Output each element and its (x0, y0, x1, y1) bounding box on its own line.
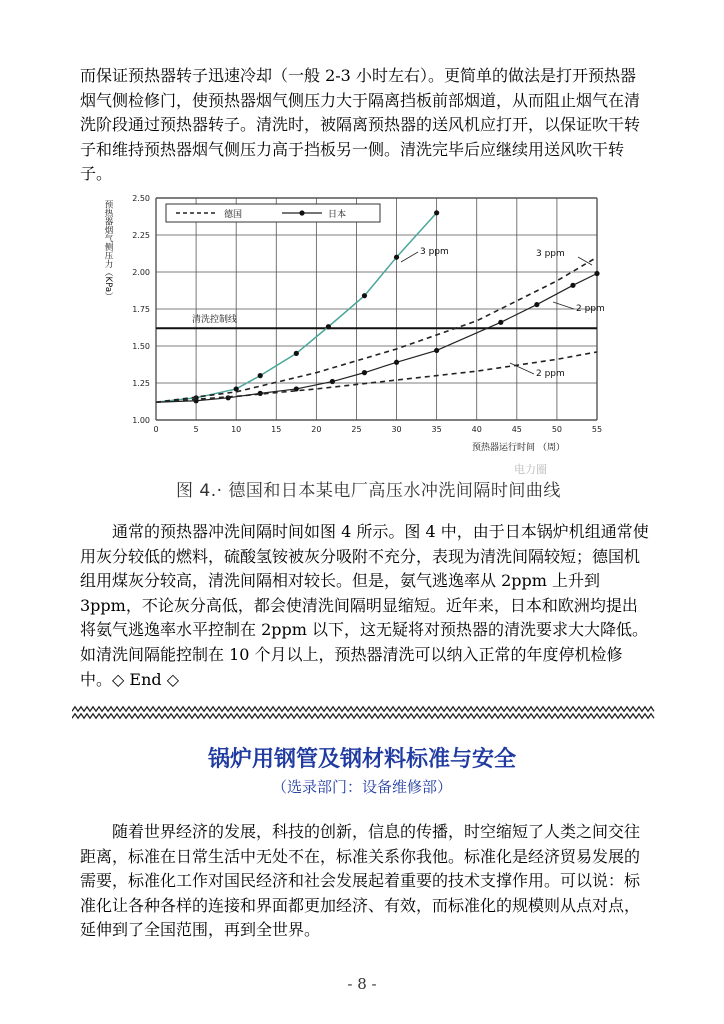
data-point (326, 324, 331, 329)
series-label: 2 ppm (536, 369, 565, 379)
page-number: - 8 - (347, 975, 377, 993)
legend-marker-japan (299, 210, 304, 215)
data-point (394, 360, 399, 365)
y-tick-label: 1.00 (132, 416, 150, 425)
series-line-dash (156, 352, 597, 402)
chart-grid (156, 198, 597, 420)
intro-paragraph: 而保证预热器转子迅速冷却（一般 2-3 小时左右）。更简单的做法是打开预热器烟气侧检修门，使预热器烟气侧压力大于隔离挡板前部烟道，从而阻止烟气在清洗阶段通过预热器转子。清洗时，被隔离预热器的送风机应打开，以保证吹干转子和维持预热器烟气侧压力高于挡板另一侧。清洗完毕后应继续用送风吹干转子。 (80, 66, 641, 184)
data-point (434, 348, 439, 353)
x-tick-label: 50 (551, 425, 563, 434)
x-tick-label: 0 (153, 425, 159, 434)
y-tick-label: 2.50 (132, 194, 150, 203)
x-axis-label: 预热器运行时间 （周） (472, 443, 565, 453)
chart-watermark: 电力圈 (514, 463, 547, 476)
series-label: 2 ppm (576, 304, 605, 314)
data-point (394, 255, 399, 260)
legend-label: 日本 (328, 210, 347, 220)
series-line-dash (156, 257, 597, 402)
y-tick-label: 2.25 (132, 231, 150, 240)
x-tick-label: 20 (311, 425, 322, 434)
data-point (594, 271, 599, 276)
data-point (330, 379, 335, 384)
control-line-label: 清洗控制线 (192, 315, 238, 326)
x-tick-label: 45 (511, 425, 522, 434)
x-tick-label: 35 (431, 425, 442, 434)
section-divider (72, 704, 656, 722)
series-label-leader (401, 252, 418, 262)
figure-caption: 图 4.· 德国和日本某电厂高压水冲洗间隔时间曲线 (176, 481, 561, 501)
series-label-leader (553, 302, 574, 309)
chart-series (156, 210, 600, 403)
y-tick-label: 1.75 (132, 305, 150, 314)
x-tick-label: 15 (271, 425, 282, 434)
analysis-text: 通常的预热器冲洗间隔时间如图 4 所示。图 4 中，由于日本锅炉机组通常使用灰分较低的燃料，硫酸氢铵被灰分吸附不充分，表现为清洗间隔较短；德国机组用煤灰分较高，清洗间隔相对较长。但是，氨气逃逸率从 2ppm 上升到 3ppm，不论灰分高低，都会使清洗间隔明显缩短。近年来，日本和欧洲均提出将氨气逃逸率水平控制在 2ppm 以下，这无疑将对预热器的清洗要求大大降低。如清洗间隔能控制在 10 个月以上，预热器清洗可以纳入正常的年度停机检修中。◇ End ◇ (80, 522, 649, 689)
chart-labels (103, 200, 605, 453)
section-subtitle: （选录部门：设备维修部） (271, 778, 452, 796)
section-title: 锅炉用钢管及钢材料标准与安全 (207, 747, 516, 772)
x-tick-label: 10 (231, 425, 242, 434)
y-tick-label: 1.50 (132, 342, 150, 351)
body-paragraph (80, 820, 650, 943)
series-line-solid-teal (156, 213, 437, 402)
x-tick-label: 55 (591, 425, 603, 434)
data-point (434, 210, 439, 215)
legend-label: 德国 (224, 210, 243, 220)
series-label: 3 ppm (420, 247, 449, 257)
series-label: 3 ppm (536, 249, 565, 259)
x-tick-label: 30 (391, 425, 402, 434)
data-point (362, 293, 367, 298)
analysis-paragraph (80, 520, 650, 692)
body-text: 随着世界经济的发展，科技的创新，信息的传播，时空缩短了人类之间交往距离，标准在日常生活中无处不在，标准关系你我他。标准化是经济贸易发展的需要，标准化工作对国民经济和社会发展起着重要的技术支撑作用。可以说：标准化让各种各样的连接和界面都更加经济、有效，而标准化的规模则从点对点，延伸到了全国范围，再到全世界。 (80, 822, 641, 940)
data-point (498, 320, 503, 325)
data-point (362, 370, 367, 375)
data-point (258, 391, 263, 396)
data-point (570, 283, 575, 288)
series-label-leader (510, 363, 534, 374)
x-tick-label: 40 (471, 425, 482, 434)
data-point (258, 373, 263, 378)
y-tick-label: 1.25 (132, 379, 150, 388)
y-axis-label: 预热器烟气侧压力（KPa） (103, 200, 113, 301)
data-point (534, 302, 539, 307)
data-point (294, 351, 299, 356)
x-tick-label: 25 (351, 425, 362, 434)
y-tick-label: 2.00 (132, 268, 150, 277)
x-tick-label: 5 (193, 425, 199, 434)
